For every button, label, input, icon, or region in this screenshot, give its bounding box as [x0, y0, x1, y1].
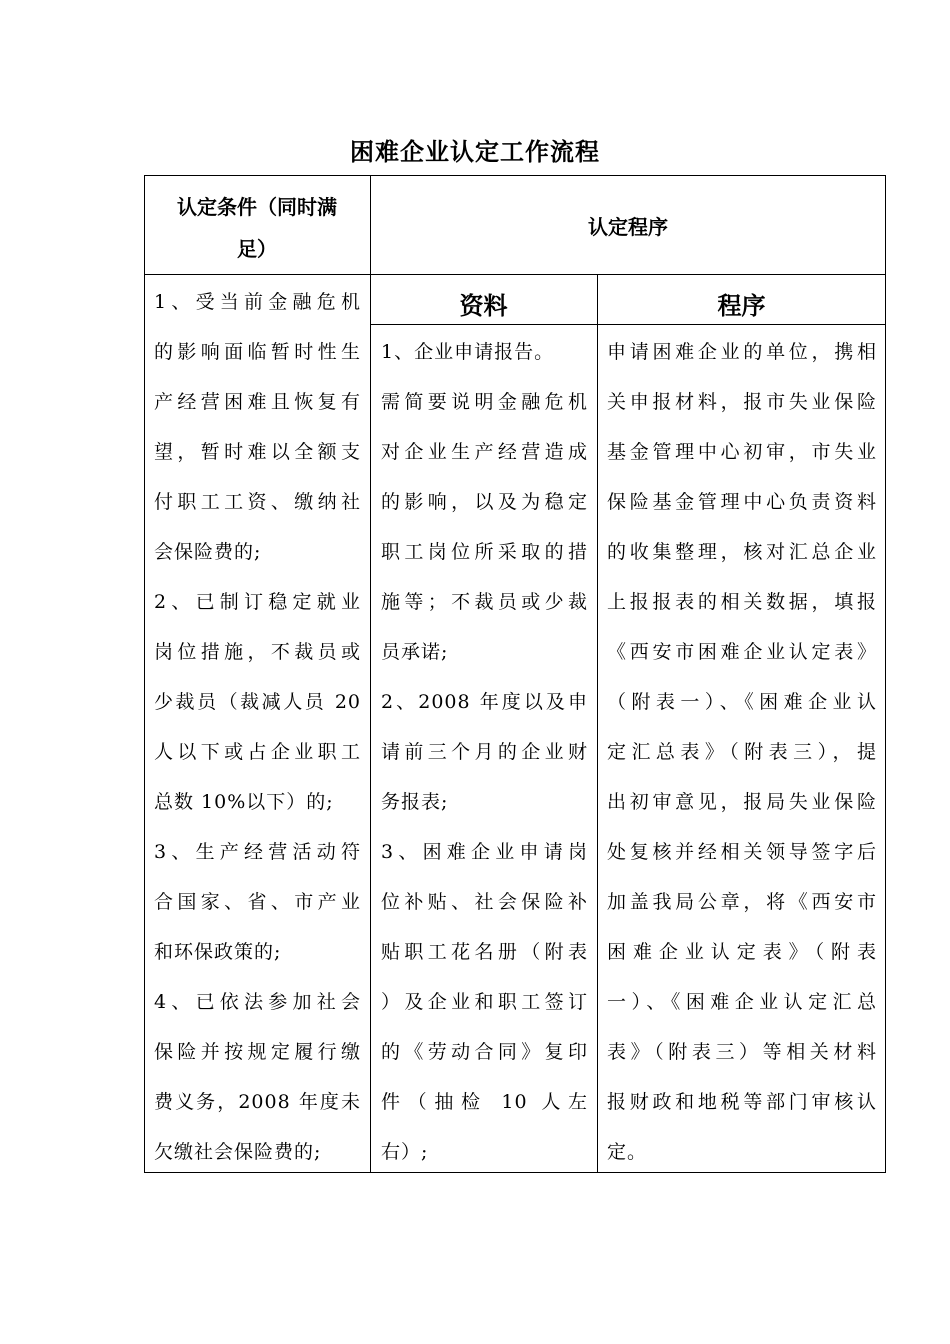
material-line: 右）; [381, 1141, 429, 1163]
condition-line: 1、受当前金融危机 [154, 291, 361, 313]
step-line: 申请困难企业的单位，携相 [607, 341, 877, 363]
step-line: （附表一）、《困难企业认 [607, 691, 877, 713]
step-line: 定。 [607, 1141, 648, 1163]
condition-line: 3、生产经营活动符 [154, 841, 361, 863]
step-line: 保险基金管理中心负责资料 [607, 491, 877, 513]
material-line: 的影响，以及为稳定 [381, 491, 588, 513]
condition-line: 欠缴社会保险费的; [154, 1141, 322, 1163]
condition-line: 2、已制订稳定就业 [154, 591, 361, 613]
material-line: ）及企业和职工签订 [381, 991, 588, 1013]
condition-line: 会保险费的; [154, 541, 262, 563]
page-title: 困难企业认定工作流程 [350, 137, 600, 166]
step-line: 基金管理中心初审，市失业 [607, 441, 877, 463]
condition-line: 合国家、省、市产业 [154, 891, 361, 913]
conditions-column [154, 277, 361, 1177]
step-line: 加盖我局公章，将《西安市 [607, 891, 877, 913]
step-line: 定汇总表》（附表三），提 [607, 741, 877, 763]
condition-line: 产经营困难且恢复有 [154, 391, 361, 413]
table-divider [370, 324, 886, 325]
table-divider [597, 274, 598, 1173]
steps-header: 程序 [717, 291, 766, 320]
condition-line: 保险并按规定履行缴 [154, 1041, 361, 1063]
step-line: 上报报表的相关数据，填报 [607, 591, 877, 613]
material-line: 务报表; [381, 791, 449, 813]
material-line: 需简要说明金融危机 [381, 391, 588, 413]
step-line: 的收集整理，核对汇总企业 [607, 541, 877, 563]
condition-line: 和环保政策的; [154, 941, 282, 963]
steps-column [607, 327, 877, 1177]
step-line: 《西安市困难企业认定表》 [607, 641, 877, 663]
materials-column [381, 327, 588, 1177]
material-line: 对企业生产经营造成 [381, 441, 588, 463]
materials-header: 资料 [459, 291, 508, 320]
condition-line: 费义务，2008 年度未 [154, 1091, 361, 1113]
material-line: 的《劳动合同》复印 [381, 1041, 588, 1063]
condition-line: 的影响面临暂时性生 [154, 341, 361, 363]
material-line: 位补贴、社会保险补 [381, 891, 588, 913]
step-line: 处复核并经相关领导签字后 [607, 841, 877, 863]
condition-line: 付职工工资、缴纳社 [154, 491, 361, 513]
condition-line: 岗位措施，不裁员或 [154, 641, 361, 663]
conditions-header [144, 186, 370, 270]
material-line: 员承诺; [381, 641, 449, 663]
step-line: 报财政和地税等部门审核认 [607, 1091, 877, 1113]
step-line: 表》（附表三）等相关材料 [607, 1041, 877, 1063]
material-line: 1、企业申请报告。 [381, 341, 555, 363]
step-line: 关申报材料，报市失业保险 [607, 391, 877, 413]
conditions-header-line1: 认定条件（同时满 [177, 195, 337, 219]
procedure-header: 认定程序 [588, 215, 668, 239]
step-line: 困难企业认定表》（附表 [607, 941, 877, 963]
material-line: 职工岗位所采取的措 [381, 541, 588, 563]
material-line: 施等；不裁员或少裁 [381, 591, 588, 613]
step-line: 出初审意见，报局失业保险 [607, 791, 877, 813]
condition-line: 总数 10%以下）的; [154, 791, 334, 813]
material-line: 请前三个月的企业财 [381, 741, 588, 763]
table-divider [144, 274, 886, 275]
material-line: 3、困难企业申请岗 [381, 841, 588, 863]
step-line: 一）、《困难企业认定汇总 [607, 991, 877, 1013]
material-line: 贴职工花名册（附表 [381, 941, 588, 963]
condition-line: 人以下或占企业职工 [154, 741, 361, 763]
condition-line: 望，暂时难以全额支 [154, 441, 361, 463]
condition-line: 少裁员（裁减人员 20 [154, 691, 361, 713]
condition-line: 4、已依法参加社会 [154, 991, 361, 1013]
material-line: 件（抽检 10 人左 [381, 1091, 588, 1113]
conditions-header-line2: 足） [237, 237, 277, 261]
material-line: 2、2008 年度以及申 [381, 691, 588, 713]
